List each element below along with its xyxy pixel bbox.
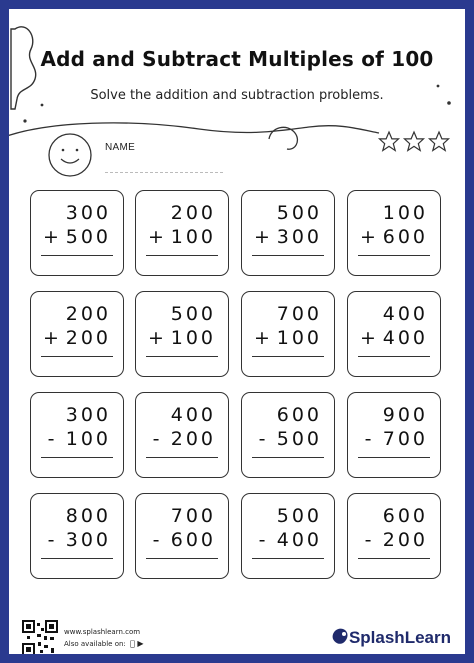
problem-top-number: 600 [276, 404, 322, 426]
problem-card[interactable] [135, 291, 229, 377]
answer-line [252, 457, 324, 458]
problem-bottom-number: 500 [276, 428, 322, 450]
problem-operator: + [254, 327, 270, 349]
problem-operator: + [360, 226, 376, 248]
problem-card[interactable] [241, 392, 335, 478]
answer-line [41, 255, 113, 256]
problem-bottom-number: 600 [170, 529, 216, 551]
problem-operator: - [47, 529, 55, 551]
problem-card[interactable] [347, 190, 441, 276]
problem-operator: + [360, 327, 376, 349]
problem-card[interactable] [30, 291, 124, 377]
problem-card[interactable] [135, 190, 229, 276]
problem-bottom-number: 200 [170, 428, 216, 450]
footer-url[interactable]: www.splashlearn.com [64, 628, 141, 636]
problem-operator: - [152, 529, 160, 551]
answer-line [41, 558, 113, 559]
problem-grid [9, 9, 465, 654]
answer-line [146, 558, 218, 559]
problem-top-number: 700 [170, 505, 216, 527]
problem-operator: + [148, 226, 164, 248]
problem-top-number: 900 [382, 404, 428, 426]
splashlearn-logo-icon [329, 625, 351, 647]
problem-top-number: 200 [65, 303, 111, 325]
problem-operator: - [47, 428, 55, 450]
answer-line [252, 558, 324, 559]
problem-card[interactable] [347, 291, 441, 377]
problem-card[interactable] [241, 493, 335, 579]
problem-operator: + [43, 226, 59, 248]
problem-card[interactable] [135, 392, 229, 478]
qr-code-icon [22, 620, 58, 654]
problem-top-number: 300 [65, 404, 111, 426]
problem-top-number: 500 [276, 505, 322, 527]
problem-card[interactable] [347, 493, 441, 579]
problem-bottom-number: 100 [170, 226, 216, 248]
problem-top-number: 300 [65, 202, 111, 224]
problem-card[interactable] [135, 493, 229, 579]
answer-line [146, 356, 218, 357]
problem-top-number: 400 [382, 303, 428, 325]
answer-line [41, 356, 113, 357]
answer-line [41, 457, 113, 458]
answer-line [252, 255, 324, 256]
problem-top-number: 100 [382, 202, 428, 224]
problem-bottom-number: 400 [382, 327, 428, 349]
worksheet-instruction: Solve the addition and subtraction problems. [90, 88, 384, 103]
problem-operator: - [364, 529, 372, 551]
answer-line [358, 356, 430, 357]
play-store-icon[interactable]: ▶ [130, 639, 137, 648]
answer-line [358, 558, 430, 559]
apple-icon[interactable] [130, 639, 135, 648]
brand-name: SplashLearn [348, 628, 451, 647]
problem-operator: + [254, 226, 270, 248]
problem-bottom-number: 400 [276, 529, 322, 551]
problem-bottom-number: 300 [65, 529, 111, 551]
problem-card[interactable] [30, 493, 124, 579]
problem-bottom-number: 100 [170, 327, 216, 349]
problem-operator: + [43, 327, 59, 349]
problem-bottom-number: 100 [276, 327, 322, 349]
problem-top-number: 500 [170, 303, 216, 325]
name-label: NAME [105, 142, 136, 153]
problem-top-number: 500 [276, 202, 322, 224]
problem-bottom-number: 200 [65, 327, 111, 349]
problem-card[interactable] [241, 291, 335, 377]
problem-top-number: 800 [65, 505, 111, 527]
answer-line [252, 356, 324, 357]
answer-line [358, 255, 430, 256]
problem-bottom-number: 300 [276, 226, 322, 248]
problem-bottom-number: 200 [382, 529, 428, 551]
worksheet-page [9, 9, 465, 654]
problem-operator: - [152, 428, 160, 450]
problem-top-number: 600 [382, 505, 428, 527]
store-icons [130, 639, 144, 648]
problem-bottom-number: 100 [65, 428, 111, 450]
problem-card[interactable] [30, 392, 124, 478]
problem-bottom-number: 600 [382, 226, 428, 248]
problem-card[interactable] [347, 392, 441, 478]
problem-top-number: 400 [170, 404, 216, 426]
problem-operator: - [258, 428, 266, 450]
problem-operator: - [258, 529, 266, 551]
problem-bottom-number: 500 [65, 226, 111, 248]
problem-card[interactable] [30, 190, 124, 276]
problem-operator: - [364, 428, 372, 450]
problem-operator: + [148, 327, 164, 349]
answer-line [146, 457, 218, 458]
problem-top-number: 700 [276, 303, 322, 325]
answer-line [358, 457, 430, 458]
problem-top-number: 200 [170, 202, 216, 224]
footer-available-label: Also available on: [64, 640, 126, 648]
problem-card[interactable] [241, 190, 335, 276]
answer-line [146, 255, 218, 256]
problem-bottom-number: 700 [382, 428, 428, 450]
worksheet-title: Add and Subtract Multiples of 100 [40, 47, 434, 71]
